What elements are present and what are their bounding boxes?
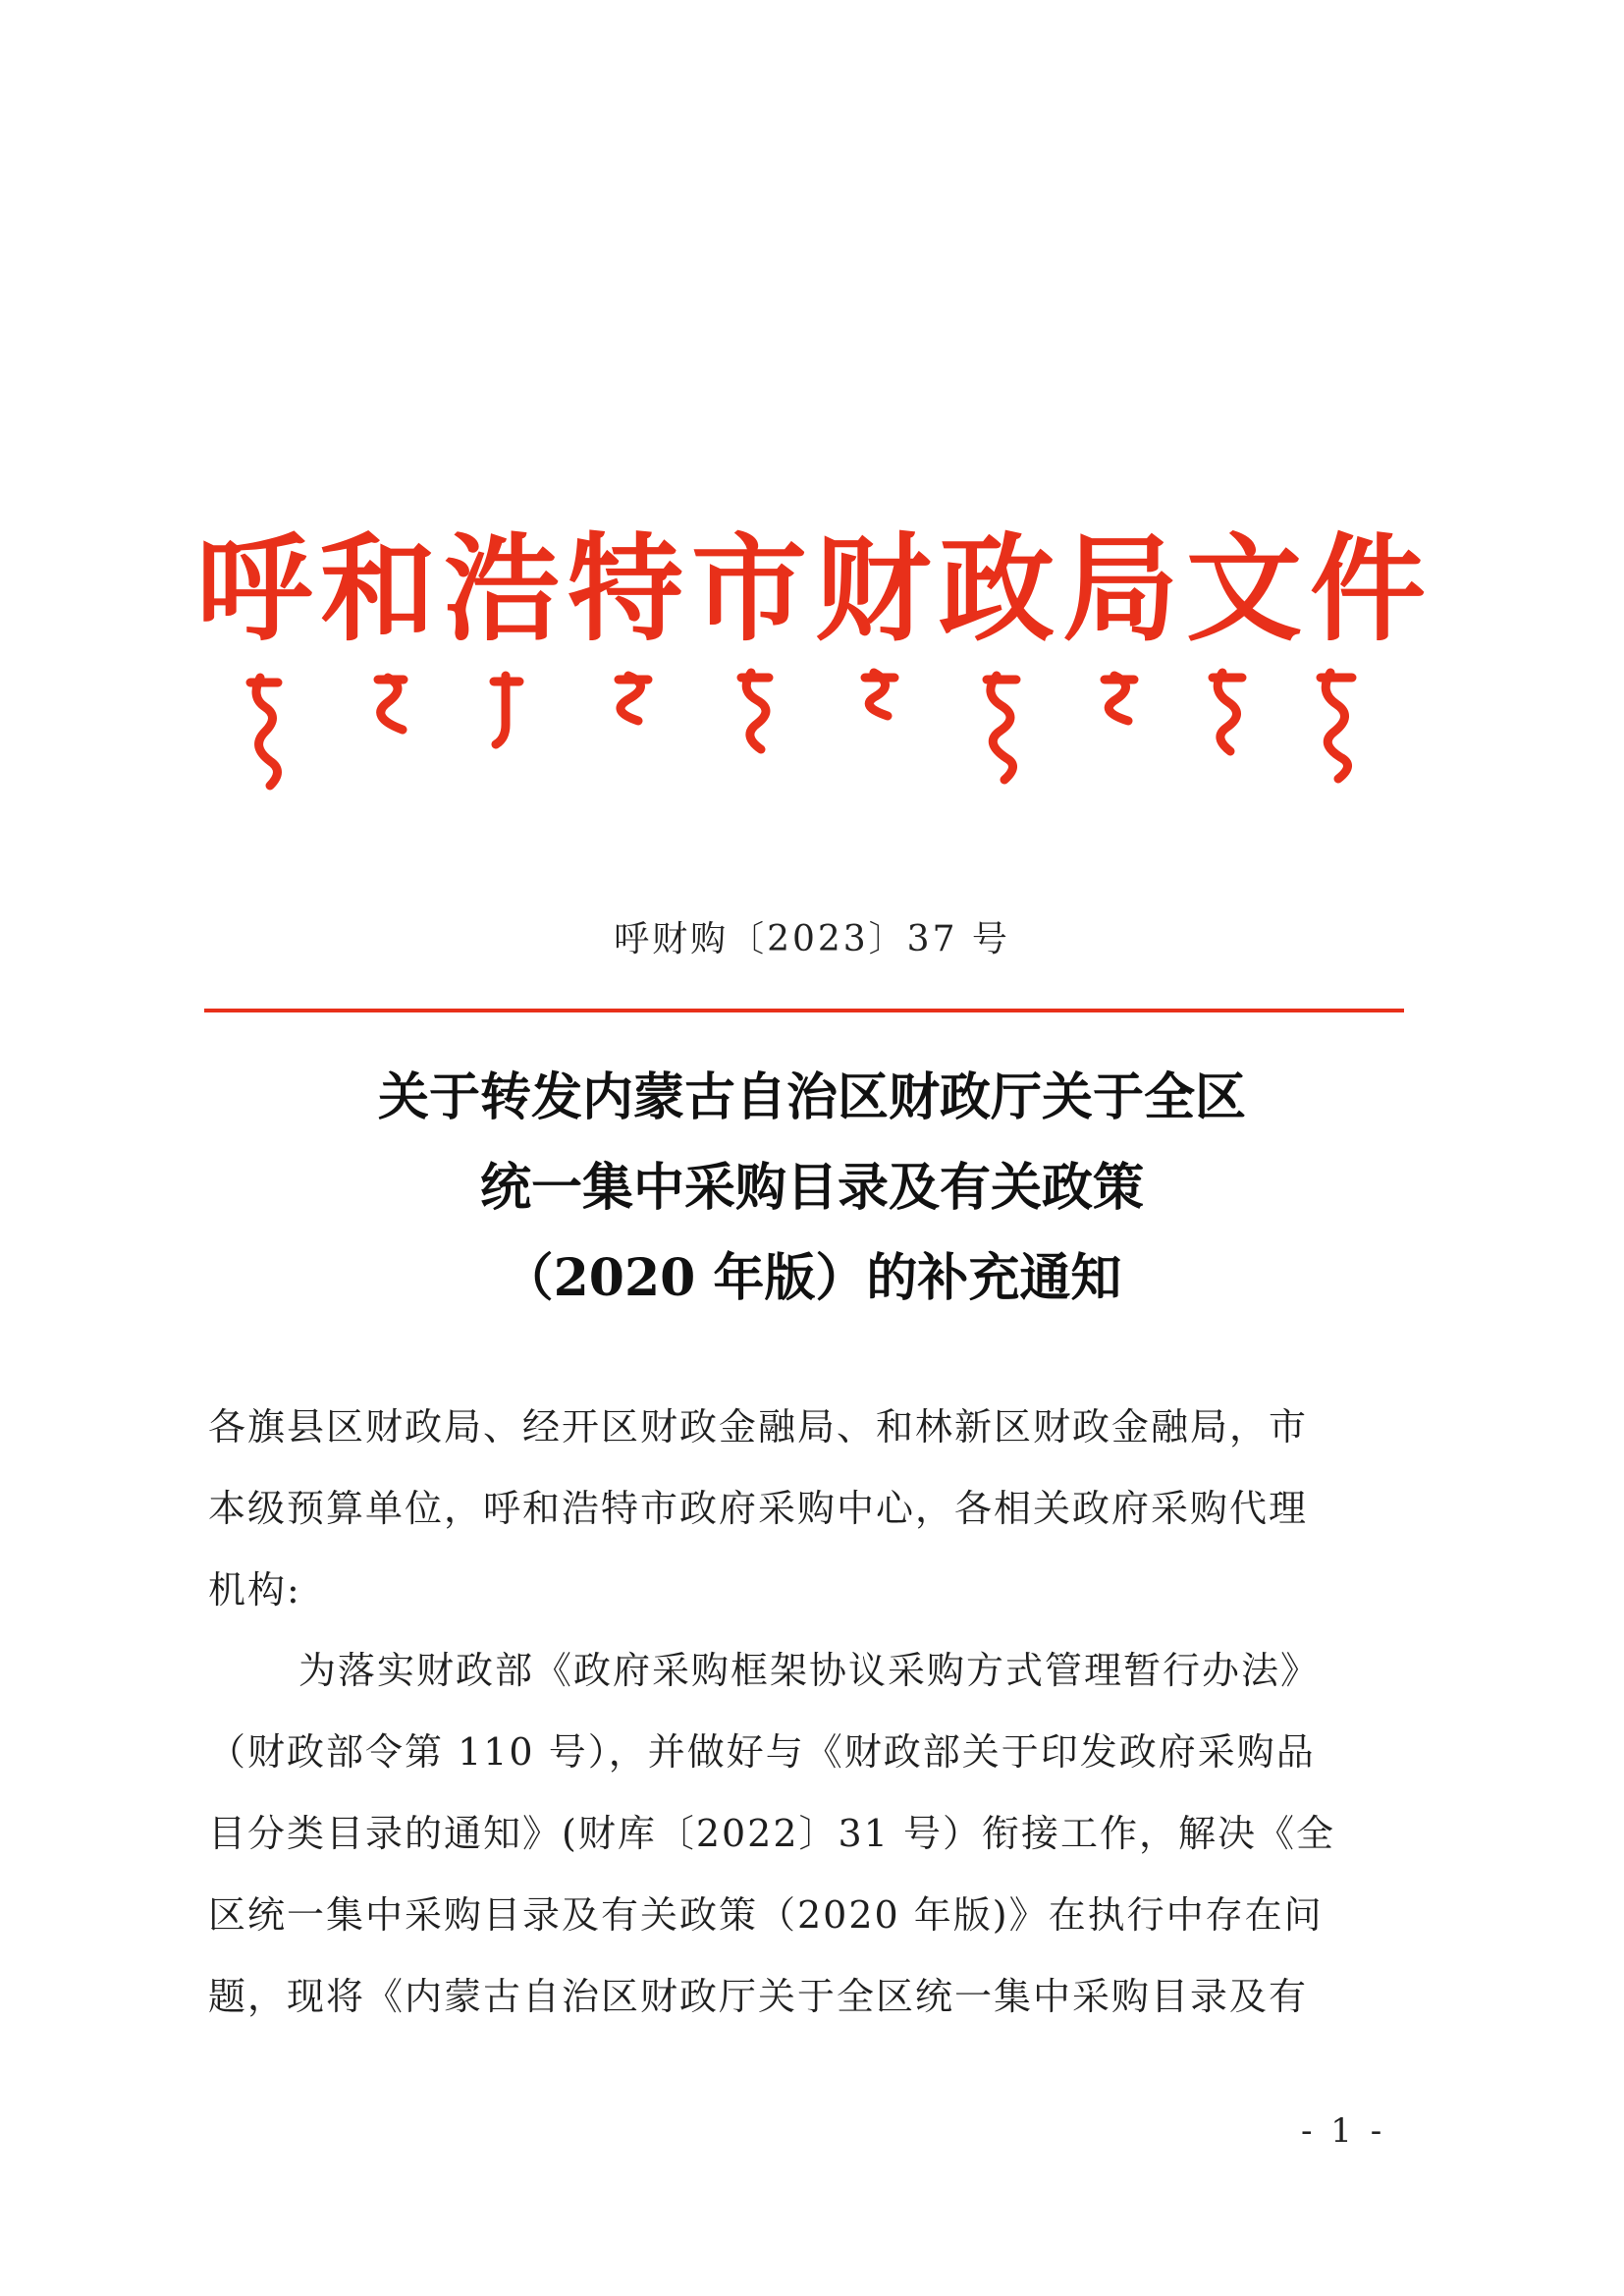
mongolian-script-logo [241, 658, 1370, 795]
body-line: 区统一集中采购目录及有关政策（2020 年版)》在执行中存在问 [208, 1893, 1324, 1937]
red-divider-line [204, 1009, 1404, 1012]
body-line: 为落实财政部《政府采购框架协议采购方式管理暂行办法》 [298, 1649, 1321, 1692]
addressee-line: 本级预算单位，呼和浩特市政府采购中心，各相关政府采购代理 [208, 1487, 1309, 1530]
document-title [0, 1053, 1624, 1324]
masthead-title: 呼和浩特市财政局文件 [196, 520, 1435, 657]
body-line: （财政部令第 110 号），并做好与《财政部关于印发政府采购品 [208, 1730, 1316, 1774]
addressee-line: 机构: [208, 1568, 301, 1612]
document-number: 呼财购〔2023〕37 号 [614, 919, 1010, 959]
body-line: 题，现将《内蒙古自治区财政厅关于全区统一集中采购目录及有 [208, 1975, 1309, 2018]
title-line: （2020 年版）的补充通知 [502, 1248, 1122, 1308]
page-number: - 1 - [1301, 2111, 1386, 2151]
body-line: 目分类目录的通知》(财库〔2022〕31 号）衔接工作，解决《全 [208, 1812, 1335, 1855]
title-line: 统一集中采购目录及有关政策 [479, 1158, 1144, 1218]
addressee-line: 各旗县区财政局、经开区财政金融局、和林新区财政金融局，市 [208, 1405, 1309, 1449]
title-line: 关于转发内蒙古自治区财政厅关于全区 [377, 1067, 1246, 1127]
